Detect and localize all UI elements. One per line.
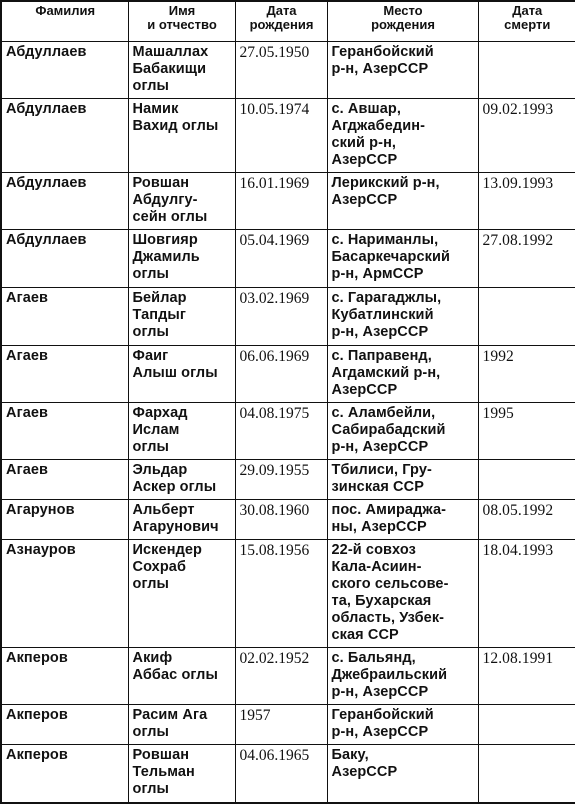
- cell-birth-date: 02.02.1952: [235, 648, 327, 705]
- table-row: [1, 460, 575, 500]
- table-row: [1, 500, 575, 540]
- cell-name: Эльдар Аскер оглы: [128, 460, 235, 500]
- table-row: [1, 288, 575, 346]
- cell-birth-place: Геранбойский р-н, АзерССР: [327, 705, 478, 745]
- cell-birth-date: 04.06.1965: [235, 745, 327, 803]
- cell-birth-date: 30.08.1960: [235, 500, 327, 540]
- cell-death-date: [478, 288, 575, 346]
- cell-death-date: [478, 745, 575, 803]
- cell-surname: Абдуллаев: [1, 173, 128, 230]
- cell-birth-place: Лерикский р-н, АзерССР: [327, 173, 478, 230]
- header-name: Имя и отчество: [128, 1, 235, 42]
- cell-death-date: 1995: [478, 403, 575, 460]
- cell-death-date: 1992: [478, 346, 575, 403]
- cell-death-date: 09.02.1993: [478, 99, 575, 173]
- cell-surname: Абдуллаев: [1, 230, 128, 288]
- cell-birth-date: 29.09.1955: [235, 460, 327, 500]
- cell-birth-place: Геранбойский р-н, АзерССР: [327, 42, 478, 99]
- cell-birth-date: 15.08.1956: [235, 540, 327, 648]
- table-row: [1, 745, 575, 803]
- table-row: [1, 705, 575, 745]
- cell-death-date: 27.08.1992: [478, 230, 575, 288]
- table-row: [1, 403, 575, 460]
- cell-surname: Акперов: [1, 648, 128, 705]
- cell-birth-place: Тбилиси, Гру- зинская ССР: [327, 460, 478, 500]
- cell-birth-place: с. Аламбейли, Сабирабадский р-н, АзерССР: [327, 403, 478, 460]
- cell-surname: Агаев: [1, 460, 128, 500]
- cell-surname: Агарунов: [1, 500, 128, 540]
- cell-death-date: [478, 705, 575, 745]
- table-row: [1, 540, 575, 648]
- table-row: [1, 230, 575, 288]
- cell-surname: Абдуллаев: [1, 42, 128, 99]
- cell-death-date: 12.08.1991: [478, 648, 575, 705]
- header-birth-place: Место рождения: [327, 1, 478, 42]
- cell-birth-place: с. Бальянд, Джебраильский р-н, АзерССР: [327, 648, 478, 705]
- cell-name: Бейлар Тапдыг оглы: [128, 288, 235, 346]
- cell-birth-place: пос. Амираджа- ны, АзерССР: [327, 500, 478, 540]
- cell-name: Машаллах Бабакищи оглы: [128, 42, 235, 99]
- cell-birth-place: с. Авшар, Агджабедин- ский р-н, АзерССР: [327, 99, 478, 173]
- cell-name: Шовгияр Джамиль оглы: [128, 230, 235, 288]
- cell-surname: Агаев: [1, 288, 128, 346]
- cell-surname: Агаев: [1, 346, 128, 403]
- cell-birth-date: 03.02.1969: [235, 288, 327, 346]
- cell-surname: Акперов: [1, 705, 128, 745]
- cell-surname: Акперов: [1, 745, 128, 803]
- cell-birth-place: с. Гарагаджлы, Кубатлинский р-н, АзерССР: [327, 288, 478, 346]
- cell-birth-date: 06.06.1969: [235, 346, 327, 403]
- cell-name: Фаиг Алыш оглы: [128, 346, 235, 403]
- header-row: [1, 1, 575, 42]
- table-row: [1, 42, 575, 99]
- cell-birth-place: с. Паправенд, Агдамский р-н, АзерССР: [327, 346, 478, 403]
- cell-name: Альберт Агарунович: [128, 500, 235, 540]
- header-death-date: Дата смерти: [478, 1, 575, 42]
- cell-name: Искендер Сохраб оглы: [128, 540, 235, 648]
- cell-birth-date: 04.08.1975: [235, 403, 327, 460]
- cell-name: Ровшан Тельман оглы: [128, 745, 235, 803]
- header-surname: Фамилия: [1, 1, 128, 42]
- cell-name: Расим Ага оглы: [128, 705, 235, 745]
- cell-birth-place: Баку, АзерССР: [327, 745, 478, 803]
- cell-surname: Азнауров: [1, 540, 128, 648]
- cell-birth-place: 22-й совхоз Кала-Асиин- ского сельсове- та, Бухарская область, Узбек- ская ССР: [327, 540, 478, 648]
- cell-birth-date: 05.04.1969: [235, 230, 327, 288]
- cell-birth-date: 1957: [235, 705, 327, 745]
- table-row: [1, 346, 575, 403]
- cell-birth-date: 10.05.1974: [235, 99, 327, 173]
- cell-birth-place: с. Нариманлы, Басаркечарский р-н, АрмССР: [327, 230, 478, 288]
- cell-death-date: 13.09.1993: [478, 173, 575, 230]
- cell-name: Намик Вахид оглы: [128, 99, 235, 173]
- cell-name: Фархад Ислам оглы: [128, 403, 235, 460]
- header-birth-date: Дата рождения: [235, 1, 327, 42]
- cell-name: Ровшан Абдулгу- сейн оглы: [128, 173, 235, 230]
- table-row: [1, 648, 575, 705]
- cell-surname: Абдуллаев: [1, 99, 128, 173]
- cell-death-date: 18.04.1993: [478, 540, 575, 648]
- table-row: [1, 173, 575, 230]
- cell-death-date: [478, 42, 575, 99]
- cell-surname: Агаев: [1, 403, 128, 460]
- cell-death-date: 08.05.1992: [478, 500, 575, 540]
- cell-death-date: [478, 460, 575, 500]
- cell-name: Акиф Аббас оглы: [128, 648, 235, 705]
- cell-birth-date: 27.05.1950: [235, 42, 327, 99]
- cell-birth-date: 16.01.1969: [235, 173, 327, 230]
- table-row: [1, 99, 575, 173]
